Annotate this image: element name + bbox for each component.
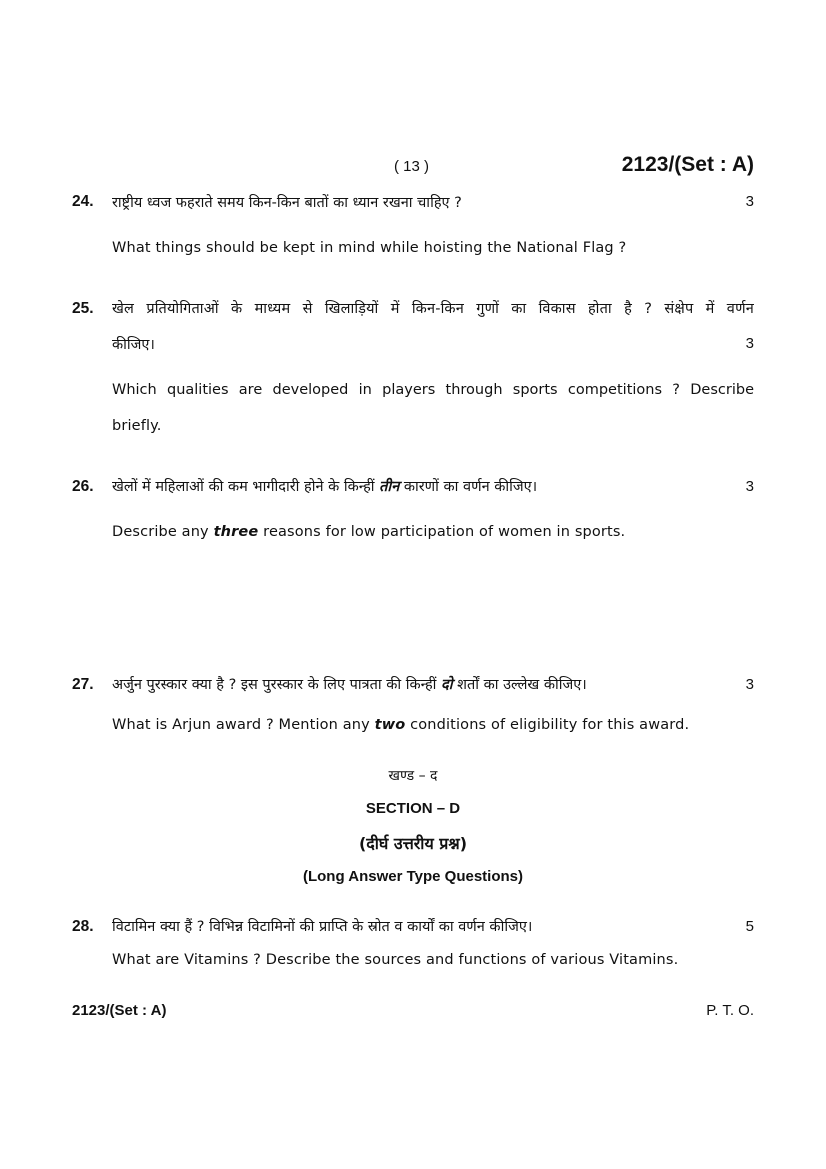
emphasis-text: three	[213, 524, 259, 540]
text-segment: अर्जुन पुरस्कार क्या है ? इस पुरस्कार के लिए पात्रता की किन्हीं	[112, 677, 437, 693]
question-number: 27.	[72, 676, 94, 693]
text-segment: शर्तों का उल्लेख कीजिए।	[457, 677, 587, 693]
text-segment: Describe any	[112, 524, 209, 540]
question-text-hindi	[112, 674, 587, 694]
question-marks: 3	[745, 478, 754, 495]
question-text-hindi-line1: खेल प्रतियोगिताओं के माध्यम से खिलाड़ियों में किन-किन गुणों का विकास होता है ? संक्षेप में वर्णन	[112, 301, 754, 317]
question-text-english-line1: Which qualities are developed in players through sports competitions ? Describe	[112, 382, 754, 398]
text-segment: What is Arjun award ? Mention any	[112, 717, 370, 733]
text-segment: खेलों में महिलाओं की कम भागीदारी होने के किन्हीं	[112, 479, 375, 495]
question-number: 28.	[72, 918, 94, 935]
emphasis-text: two	[374, 717, 406, 733]
page-number: ( 13 )	[394, 158, 430, 175]
question-text-english-line2: briefly.	[112, 418, 162, 434]
question-text-english: What are Vitamins ? Describe the sources and functions of various Vitamins.	[112, 952, 679, 968]
question-text-hindi	[112, 476, 537, 496]
question-text-english: What things should be kept in mind while hoisting the National Flag ?	[112, 240, 627, 256]
emphasis-text: दो	[441, 677, 453, 693]
section-title-hindi: खण्ड – द	[388, 768, 438, 784]
question-marks: 3	[745, 335, 754, 352]
question-number: 26.	[72, 478, 94, 495]
emphasis-text: तीन	[379, 479, 400, 495]
question-text-hindi: राष्ट्रीय ध्वज फहराते समय किन-किन बातों का ध्यान रखना चाहिए ?	[112, 195, 462, 211]
question-marks: 3	[745, 676, 754, 693]
question-text-english	[112, 717, 689, 733]
pto-label: P. T. O.	[706, 1002, 754, 1019]
question-marks: 3	[745, 193, 754, 210]
paper-code-header: 2123/(Set : A)	[621, 153, 754, 176]
question-text-english	[112, 524, 625, 540]
section-subtitle-english: (Long Answer Type Questions)	[302, 868, 523, 885]
question-number: 25.	[72, 300, 94, 317]
question-text-hindi-line2: कीजिए।	[112, 337, 155, 353]
text-segment: कारणों का वर्णन कीजिए।	[403, 479, 538, 495]
question-number: 24.	[72, 193, 94, 210]
text-segment: reasons for low participation of women in sports.	[263, 524, 626, 540]
text-segment: conditions of eligibility for this award.	[410, 717, 690, 733]
section-subtitle-hindi: (दीर्घ उत्तरीय प्रश्न)	[358, 834, 468, 853]
section-title-english: SECTION – D	[365, 800, 461, 817]
question-text-hindi: विटामिन क्या हैं ? विभिन्न विटामिनों की प्राप्ति के स्रोत व कार्यों का वर्णन कीजिए।	[112, 919, 533, 935]
paper-code-footer: 2123/(Set : A)	[72, 1002, 167, 1019]
question-marks: 5	[745, 918, 754, 935]
